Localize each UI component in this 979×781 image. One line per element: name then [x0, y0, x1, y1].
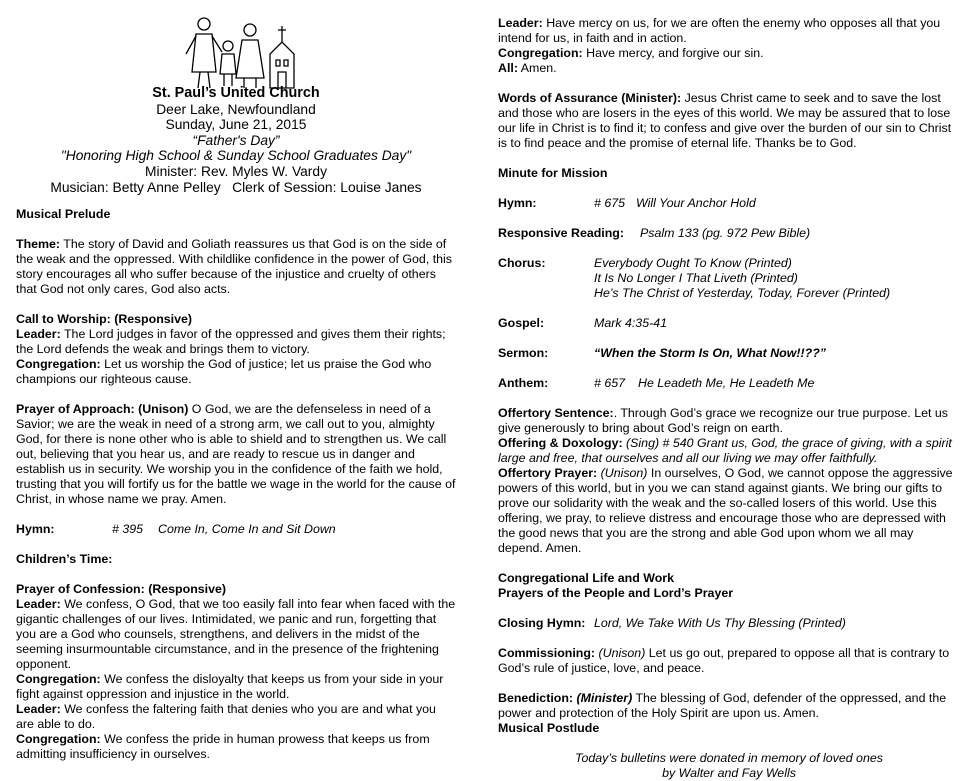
prayer-of-approach: Prayer of Approach: (Unison) O God, we are the defenseless in need of a Savior; we are the weak in need of a strong arm, we call out to you, almighty God, for there is none other who is able to shield and to strengthen us. We call out, believing that you hear us, and are ready to rescue us in danger and establish us in security. We worship you in the confidence of the faith we hold, trusting that you will fortify us for the battle we wage in the world for the cause of Christ, in whose name we pray. Amen.	[16, 402, 456, 506]
confession-title: Prayer of Confession: (Responsive)	[16, 582, 226, 596]
congregational-life: Congregational Life and Work	[498, 571, 675, 585]
closing-hymn: Closing Hymn: Lord, We Take With Us Thy Blessing (Printed)	[498, 616, 846, 630]
call-leader: Leader: The Lord judges in favor of the oppressed and gives them their rights; the Lord defends the weak and brings them to victory.	[16, 327, 446, 356]
sermon: Sermon: “When the Storm Is On, What Now!!??”	[498, 346, 826, 360]
offering-doxology: Offering & Doxology: (Sing) # 540 Grant us, God, the grace of giving, with a spirit large and free, that ourselves and all our living we may offer faithfully.	[498, 436, 952, 465]
childrens-time: Children’s Time:	[16, 552, 113, 566]
chorus-line: Everybody Ought To Know (Printed)	[594, 256, 792, 270]
minute-for-mission: Minute for Mission	[498, 166, 608, 180]
confession-all: All: Amen.	[498, 61, 557, 75]
words-of-assurance: Words of Assurance (Minister): Jesus Christ came to seek and to save the lost and those who are losers in the eyes of this world. We may be assured that to lose our life in Christ is to find it; to confess and give over the burden of our sin to Christ is to find peace and the promise of eternal life. Thanks be to God.	[498, 91, 952, 150]
chorus-line: It Is No Longer I That Liveth (Printed)	[594, 271, 798, 285]
confession-congregation-3: Congregation: Have mercy, and forgive our sin.	[498, 46, 764, 60]
donation-note-line1: Today’s bulletins were donated in memory of loved ones	[575, 751, 883, 765]
left-column	[16, 207, 456, 762]
offertory-sentence: Offertory Sentence:. Through God’s grace we recognize our true purpose. Let us give generously to bring about God’s reign on earth.	[498, 406, 948, 435]
confession-leader-3: Leader: Have mercy on us, for we are often the enemy who opposes all that you intend for us, in faith and in action.	[498, 16, 941, 45]
anthem: Anthem: # 657 He Leadeth Me, He Leadeth Me	[498, 376, 815, 390]
clerk: Clerk of Session: Louise Janes	[232, 179, 422, 195]
hymn-395: Hymn: # 395 Come In, Come In and Sit Down	[16, 522, 336, 536]
gospel: Gospel: Mark 4:35-41	[498, 316, 668, 330]
offertory-prayer: Offertory Prayer: (Unison) In ourselves, O God, we cannot oppose the aggressive powers of this world, but in you we can stand against giants. We bring our gifts to prove our solidarity with the weak and the so-called losers of this world. Use this offering, we pray, to relieve distress and encourage those who are depressed with the good news that you are the strong and able God upon whom we all may depend. Amen.	[498, 466, 953, 555]
commissioning: Commissioning: (Unison) Let us go out, prepared to oppose all that is contrary to God’s rule of justice, love, and peace.	[498, 646, 950, 675]
chorus: Chorus: Everybody Ought To Know (Printed) It Is No Longer I That Liveth (Printed) He’s The Christ of Yesterday, Today, Forever (Printed)	[498, 256, 891, 300]
donation-note-line2: by Walter and Fay Wells	[662, 766, 796, 780]
bulletin-header	[16, 86, 456, 195]
musical-postlude: Musical Postlude	[498, 721, 600, 735]
hymn-675: Hymn: # 675 Will Your Anchor Hold	[498, 196, 756, 210]
chorus-line: He’s The Christ of Yesterday, Today, Forever (Printed)	[594, 286, 891, 300]
occasion: “Father's Day”	[192, 132, 280, 148]
confession-congregation-1: Congregation: We confess the disloyalty that keeps us from your side in your fight against oppression and injustice in the world.	[16, 672, 444, 701]
confession-leader-2: Leader: We confess the faltering faith that denies who you are and what you are able to do.	[16, 702, 436, 731]
benediction: Benediction: (Minister) The blessing of God, defender of the oppressed, and the power and protection of the Holy Spirit are upon us. Amen.	[498, 691, 947, 720]
call-to-worship-title: Call to Worship: (Responsive)	[16, 312, 193, 326]
church-location: Deer Lake, Newfoundland	[156, 101, 316, 117]
right-column	[498, 16, 960, 781]
family-church-clipart	[178, 14, 298, 90]
confession-leader-1: Leader: We confess, O God, that we too easily fall into fear when faced with the gigantic challenges of our lives. Intimidated, we panic and run, forgetting that you are a God who counsels, strengthens, and delivers in the midst of the seeming insurmountable circumstance, and in the presence of the frightening opponent.	[16, 597, 456, 671]
responsive-reading: Responsive Reading: Psalm 133 (pg. 972 Pew Bible)	[498, 226, 811, 240]
call-congregation: Congregation: Let us worship the God of justice; let us praise the God who champions our righteous cause.	[16, 357, 432, 386]
musical-prelude: Musical Prelude	[16, 207, 111, 221]
service-date: Sunday, June 21, 2015	[165, 117, 307, 133]
church-name: St. Paul’s United Church	[152, 85, 320, 101]
theme-day: "Honoring High School & Sunday School Graduates Day"	[60, 148, 412, 164]
musician: Musician: Betty Anne Pelley	[50, 179, 221, 195]
theme-paragraph: Theme: The story of David and Goliath reassures us that God is on the side of the weak and the oppressed. With childlike confidence in the power of God, this story encourages all who suffer because of the injustice and cruelty of others that God not only cares, God also acts.	[16, 237, 452, 296]
prayers-of-people: Prayers of the People and Lord’s Prayer	[498, 586, 734, 600]
minister: Minister: Rev. Myles W. Vardy	[145, 163, 327, 179]
staff-line	[16, 180, 456, 196]
confession-congregation-2: Congregation: We confess the pride in human prowess that keeps us from admitting insufficiency in ourselves.	[16, 732, 430, 761]
